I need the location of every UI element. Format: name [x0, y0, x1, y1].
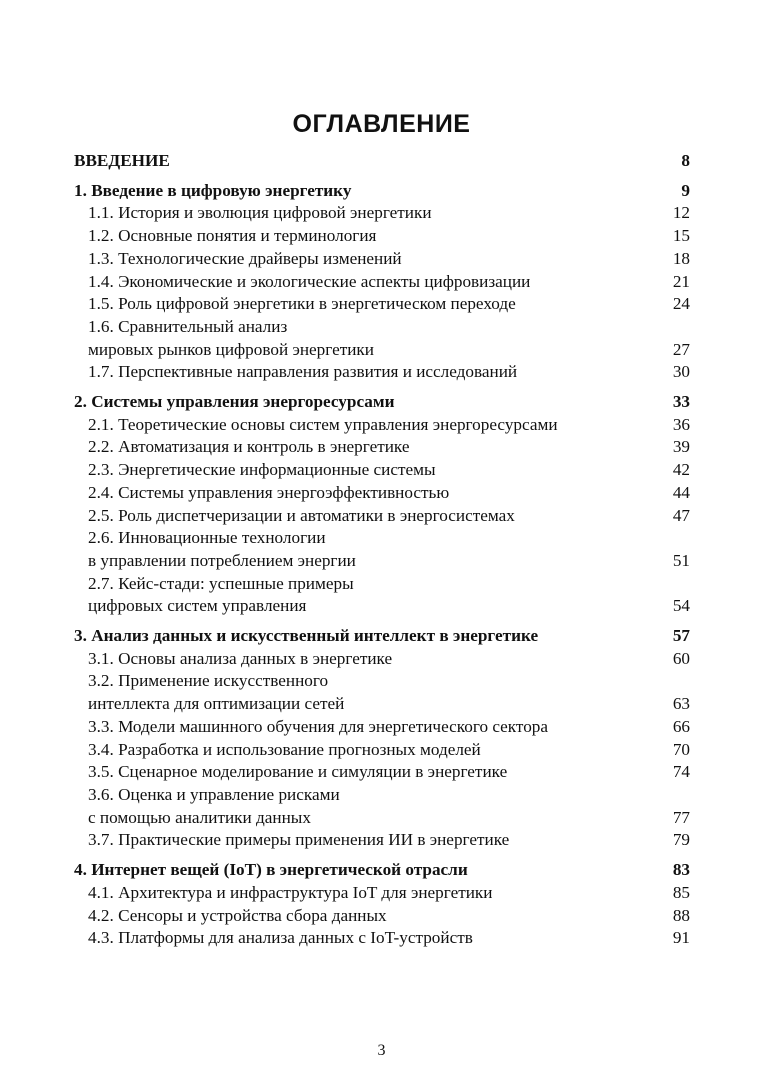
toc-entry-label: 1.4. Экономические и экологические аспекты цифровизации	[88, 271, 531, 291]
toc-entry-label: интеллекта для оптимизации сетей	[88, 694, 345, 714]
toc-section-4-1	[74, 882, 690, 905]
toc-entry-page: 24	[672, 294, 690, 314]
toc-section-1-4	[74, 271, 690, 294]
toc-section-1-5	[74, 293, 690, 316]
toc-entry-label: 2.2. Автоматизация и контроль в энергетике	[88, 437, 410, 457]
toc-entry-page: 30	[672, 362, 690, 382]
toc-entry-label: 2. Системы управления энергоресурсами	[74, 392, 395, 412]
toc-entry-page: 91	[672, 928, 690, 948]
toc-chapter-4	[74, 859, 690, 882]
toc-entry-label: цифровых систем управления	[88, 596, 307, 616]
toc-entry-page: 51	[672, 550, 690, 570]
toc-section-3-7	[74, 829, 690, 852]
toc-section-1-3	[74, 248, 690, 271]
toc-entry-page: 70	[672, 739, 690, 759]
toc-entry-label: 4.3. Платформы для анализа данных с IoT-устройств	[88, 928, 473, 948]
toc-section-1-2	[74, 225, 690, 248]
table-of-contents	[74, 150, 690, 950]
toc-entry-label: 3.3. Модели машинного обучения для энергетического сектора	[88, 716, 549, 736]
toc-entry-label: 2.5. Роль диспетчеризации и автоматики в энергосистемах	[88, 505, 515, 525]
toc-entry-page: 77	[672, 807, 690, 827]
page-title: ОГЛАВЛЕНИЕ	[292, 110, 471, 138]
toc-entry-page: 21	[672, 271, 690, 291]
toc-entry-page: 9	[681, 180, 690, 200]
toc-entry-page: 63	[672, 694, 690, 714]
toc-entry-page: 54	[672, 596, 690, 616]
toc-chapter-introduction	[74, 150, 690, 173]
toc-entry-label: 1.5. Роль цифровой энергетики в энергетическом переходе	[88, 294, 516, 314]
toc-entry-page: 85	[672, 882, 690, 902]
toc-section-2-6	[74, 550, 690, 573]
toc-entry-label: 4. Интернет вещей (IoT) в энергетической отрасли	[74, 860, 468, 880]
toc-entry-label: 1.2. Основные понятия и терминология	[88, 226, 377, 246]
toc-section-2-2	[74, 436, 690, 459]
toc-section-3-2	[74, 693, 690, 716]
toc-entry-page: 57	[672, 626, 690, 646]
toc-entry-page: 8	[681, 151, 690, 170]
toc-entry-page: 18	[672, 248, 690, 268]
toc-entry-label: 4.1. Архитектура и инфраструктура IoT для энергетики	[88, 882, 493, 902]
toc-entry-page: 33	[672, 392, 690, 412]
toc-entry-label: в управлении потреблением энергии	[88, 550, 356, 570]
toc-entry-label: 1.1. История и эволюция цифровой энергетики	[88, 203, 432, 223]
toc-entry-page: 79	[672, 830, 690, 850]
toc-entry-page: 74	[672, 762, 690, 782]
toc-entry-page: 66	[672, 716, 690, 736]
toc-entry-page: 44	[672, 482, 690, 502]
toc-entry-label: мировых рынков цифровой энергетики	[88, 339, 374, 359]
toc-entry-label: 2.4. Системы управления энергоэффективностью	[88, 482, 450, 502]
toc-section-2-7	[74, 595, 690, 618]
toc-entry-page: 36	[672, 414, 690, 434]
toc-entry-page: 60	[672, 648, 690, 668]
toc-section-2-5	[74, 505, 690, 528]
toc-section-3-5	[74, 761, 690, 784]
toc-chapter-1	[74, 180, 690, 203]
toc-section-3-1	[74, 648, 690, 671]
toc-entry-page: 47	[672, 505, 690, 525]
toc-section-1-1	[74, 202, 690, 225]
toc-entry-label: 3.7. Практические примеры применения ИИ в энергетике	[88, 830, 510, 850]
toc-entry-page: 42	[672, 460, 690, 480]
toc-entry-label: с помощью аналитики данных	[88, 807, 311, 827]
toc-entry-label: ВВЕДЕНИЕ	[74, 151, 170, 170]
toc-entry-page: 39	[672, 437, 690, 457]
toc-entry-page: 27	[672, 339, 690, 359]
toc-section-1-7	[74, 361, 690, 384]
toc-section-3-3	[74, 716, 690, 739]
toc-entry-label: 4.2. Сенсоры и устройства сбора данных	[88, 905, 387, 925]
toc-entry-label: 1. Введение в цифровую энергетику	[74, 180, 352, 200]
toc-section-3-4	[74, 739, 690, 762]
toc-section-2-7-first-line: 2.7. Кейс-стади: успешные примеры	[88, 573, 354, 593]
toc-entry-label: 1.7. Перспективные направления развития и исследований	[88, 362, 518, 382]
toc-entry-label: 3.5. Сценарное моделирование и симуляции в энергетике	[88, 762, 508, 782]
toc-entry-label: 3. Анализ данных и искусственный интеллект в энергетике	[74, 626, 539, 646]
toc-section-2-6-first-line: 2.6. Инновационные технологии	[88, 528, 326, 548]
toc-chapter-2	[74, 391, 690, 414]
toc-section-3-6	[74, 807, 690, 830]
toc-entry-page: 88	[672, 905, 690, 925]
toc-section-1-6	[74, 339, 690, 362]
toc-entry-label: 3.4. Разработка и использование прогнозных моделей	[88, 739, 481, 759]
toc-entry-label: 3.1. Основы анализа данных в энергетике	[88, 648, 393, 668]
toc-entry-label: 1.3. Технологические драйверы изменений	[88, 248, 402, 268]
toc-section-2-1	[74, 414, 690, 437]
toc-section-3-2-first-line: 3.2. Применение искусственного	[88, 671, 329, 691]
toc-section-4-3	[74, 927, 690, 950]
toc-entry-label: 2.1. Теоретические основы систем управления энергоресурсами	[88, 414, 558, 434]
toc-entry-page: 15	[672, 226, 690, 246]
page-number: 3	[377, 1042, 386, 1059]
toc-section-1-6-first-line: 1.6. Сравнительный анализ	[88, 316, 288, 336]
toc-chapter-3	[74, 625, 690, 648]
toc-entry-page: 12	[672, 203, 690, 223]
toc-entry-label: 2.3. Энергетические информационные системы	[88, 460, 436, 480]
toc-section-2-4	[74, 482, 690, 505]
toc-section-2-3	[74, 459, 690, 482]
toc-section-4-2	[74, 905, 690, 928]
toc-section-3-6-first-line: 3.6. Оценка и управление рисками	[88, 784, 340, 804]
toc-entry-page: 83	[672, 860, 690, 880]
